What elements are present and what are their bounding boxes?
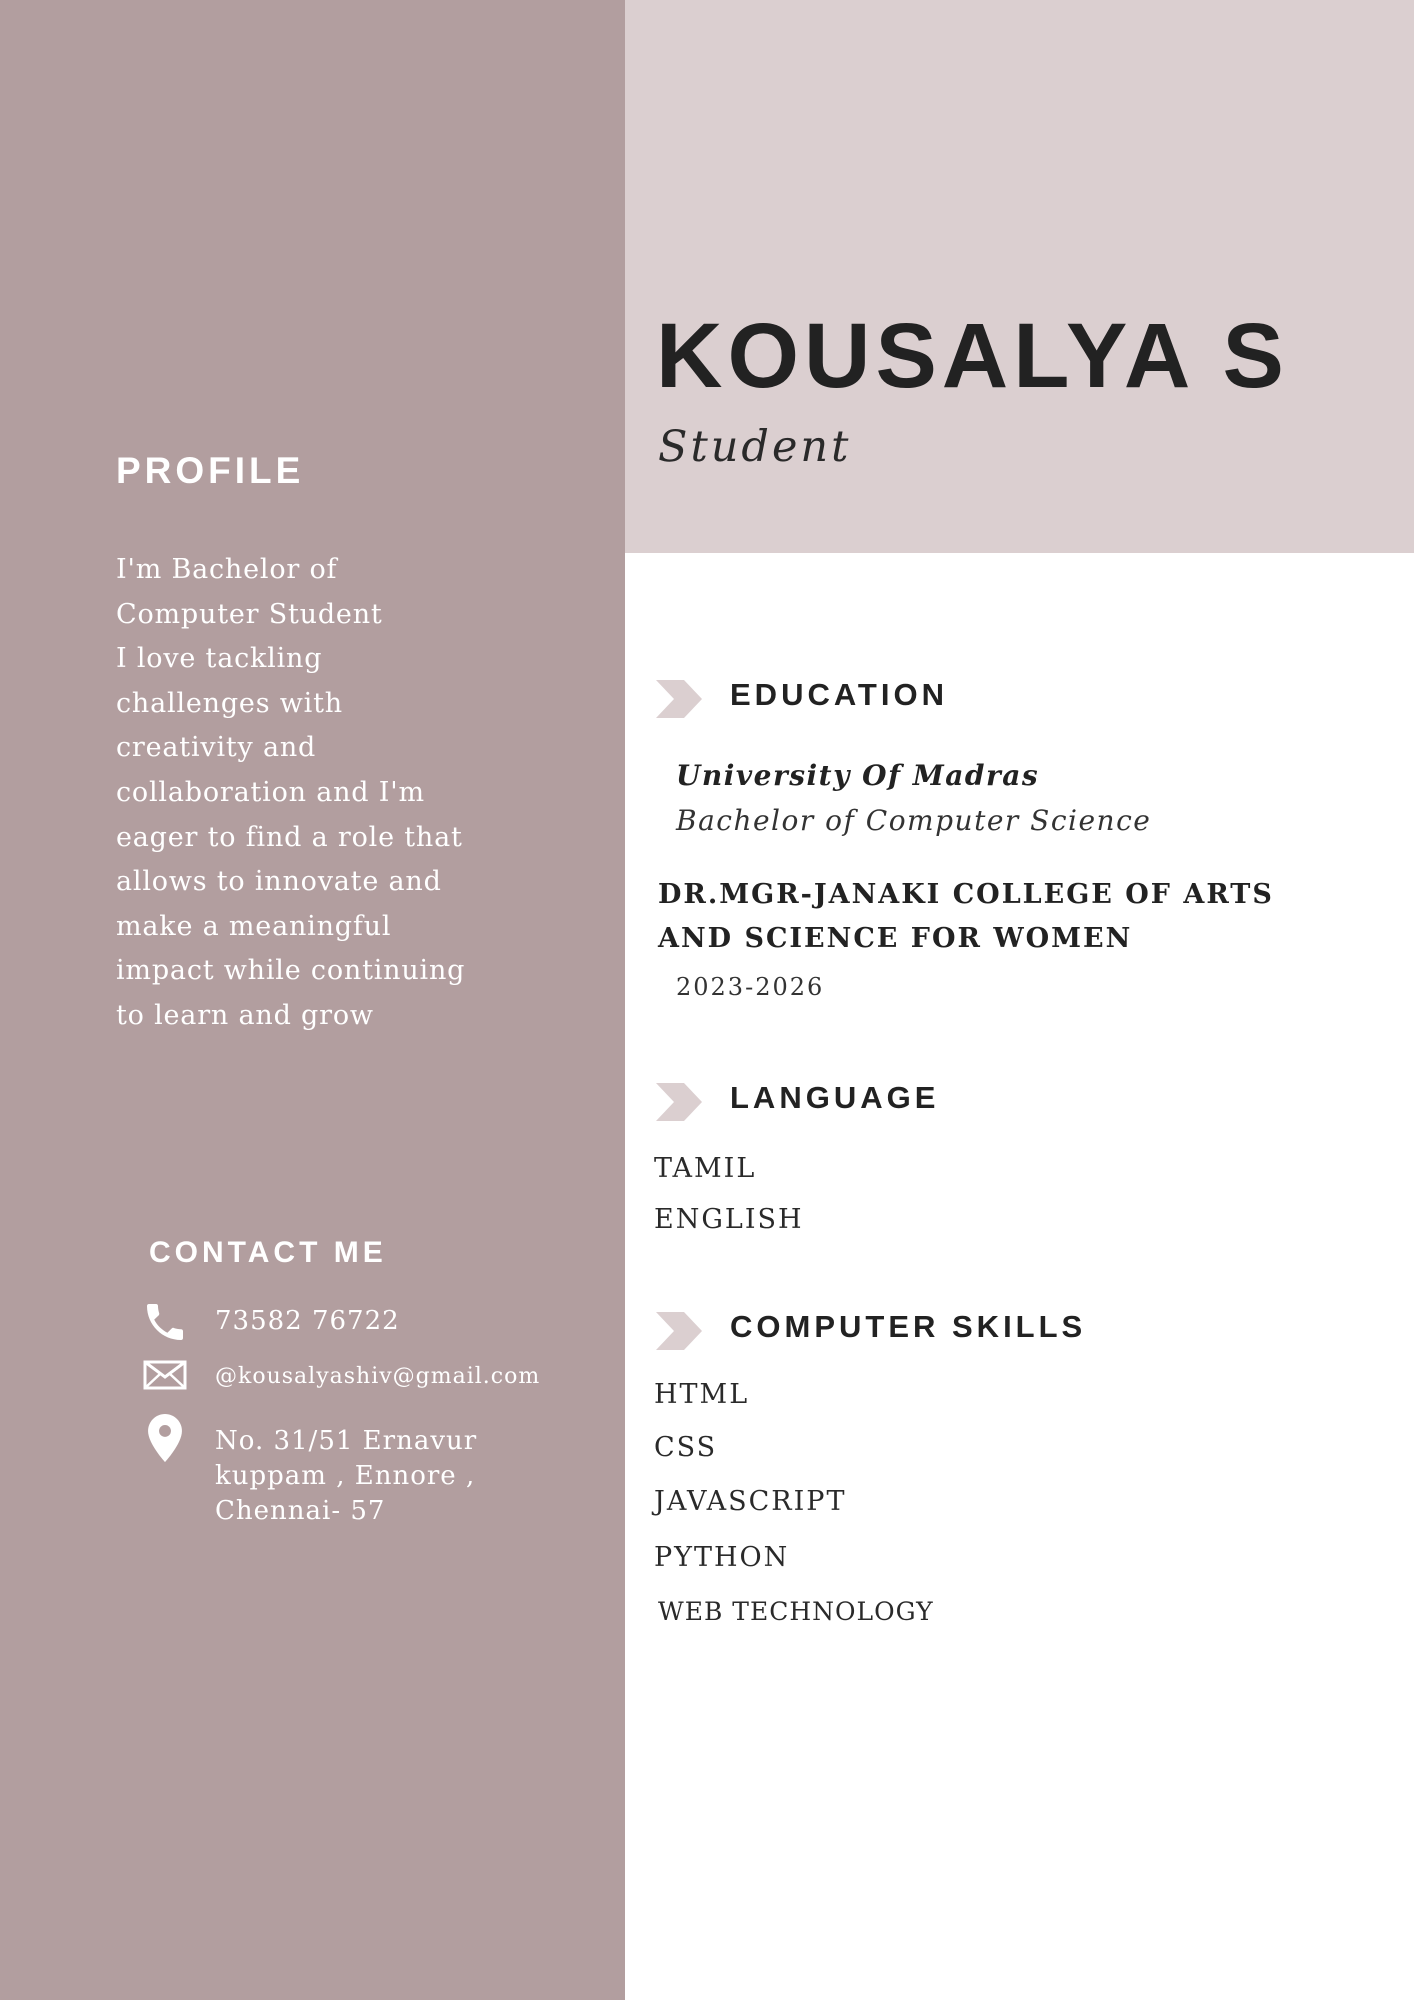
location-pin-icon (138, 1414, 192, 1462)
contact-phone: 73582 76722 (215, 1306, 400, 1336)
mail-icon (138, 1360, 192, 1390)
contact-heading: CONTACT ME (149, 1236, 387, 1269)
skills-heading: COMPUTER SKILLS (730, 1309, 1087, 1344)
skill-item: HTML (654, 1379, 750, 1410)
education-heading: EDUCATION (730, 677, 948, 712)
contact-address: No. 31/51 Ernavur kuppam , Ennore , Chennai- 57 (215, 1426, 478, 1526)
profile-summary: I'm Bachelor of Computer Student I love tackling challenges with creativity and collaboration and I'm eager to find a role that allows to innovate and make a meaningful impact while continuing to learn and grow (116, 554, 466, 1031)
skill-item: PYTHON (654, 1542, 790, 1573)
candidate-name: KOUSALYA S (656, 305, 1289, 407)
language-item: TAMIL (654, 1153, 757, 1184)
skill-item: CSS (654, 1432, 718, 1463)
education-degree: Bachelor of Computer Science (676, 804, 1152, 837)
profile-heading: PROFILE (116, 450, 305, 491)
contact-address-row (138, 1414, 192, 1462)
language-heading: LANGUAGE (730, 1080, 940, 1115)
contact-email: @kousalyashiv@gmail.com (215, 1364, 541, 1389)
contact-email-row (138, 1360, 192, 1390)
education-college: DR.MGR-JANAKI COLLEGE OF ARTS AND SCIENCE FOR WOMEN (658, 879, 1274, 954)
education-chevron-icon (656, 680, 702, 718)
language-chevron-icon (656, 1083, 702, 1121)
language-item: ENGLISH (654, 1204, 804, 1235)
education-years: 2023-2026 (676, 973, 825, 1001)
candidate-role: Student (658, 422, 852, 472)
skill-item: JAVASCRIPT (654, 1486, 847, 1517)
skill-item: WEB TECHNOLOGY (658, 1597, 934, 1626)
phone-icon (138, 1298, 192, 1346)
contact-phone-row (138, 1298, 192, 1346)
education-university: University Of Madras (676, 759, 1040, 792)
skills-chevron-icon (656, 1312, 702, 1350)
